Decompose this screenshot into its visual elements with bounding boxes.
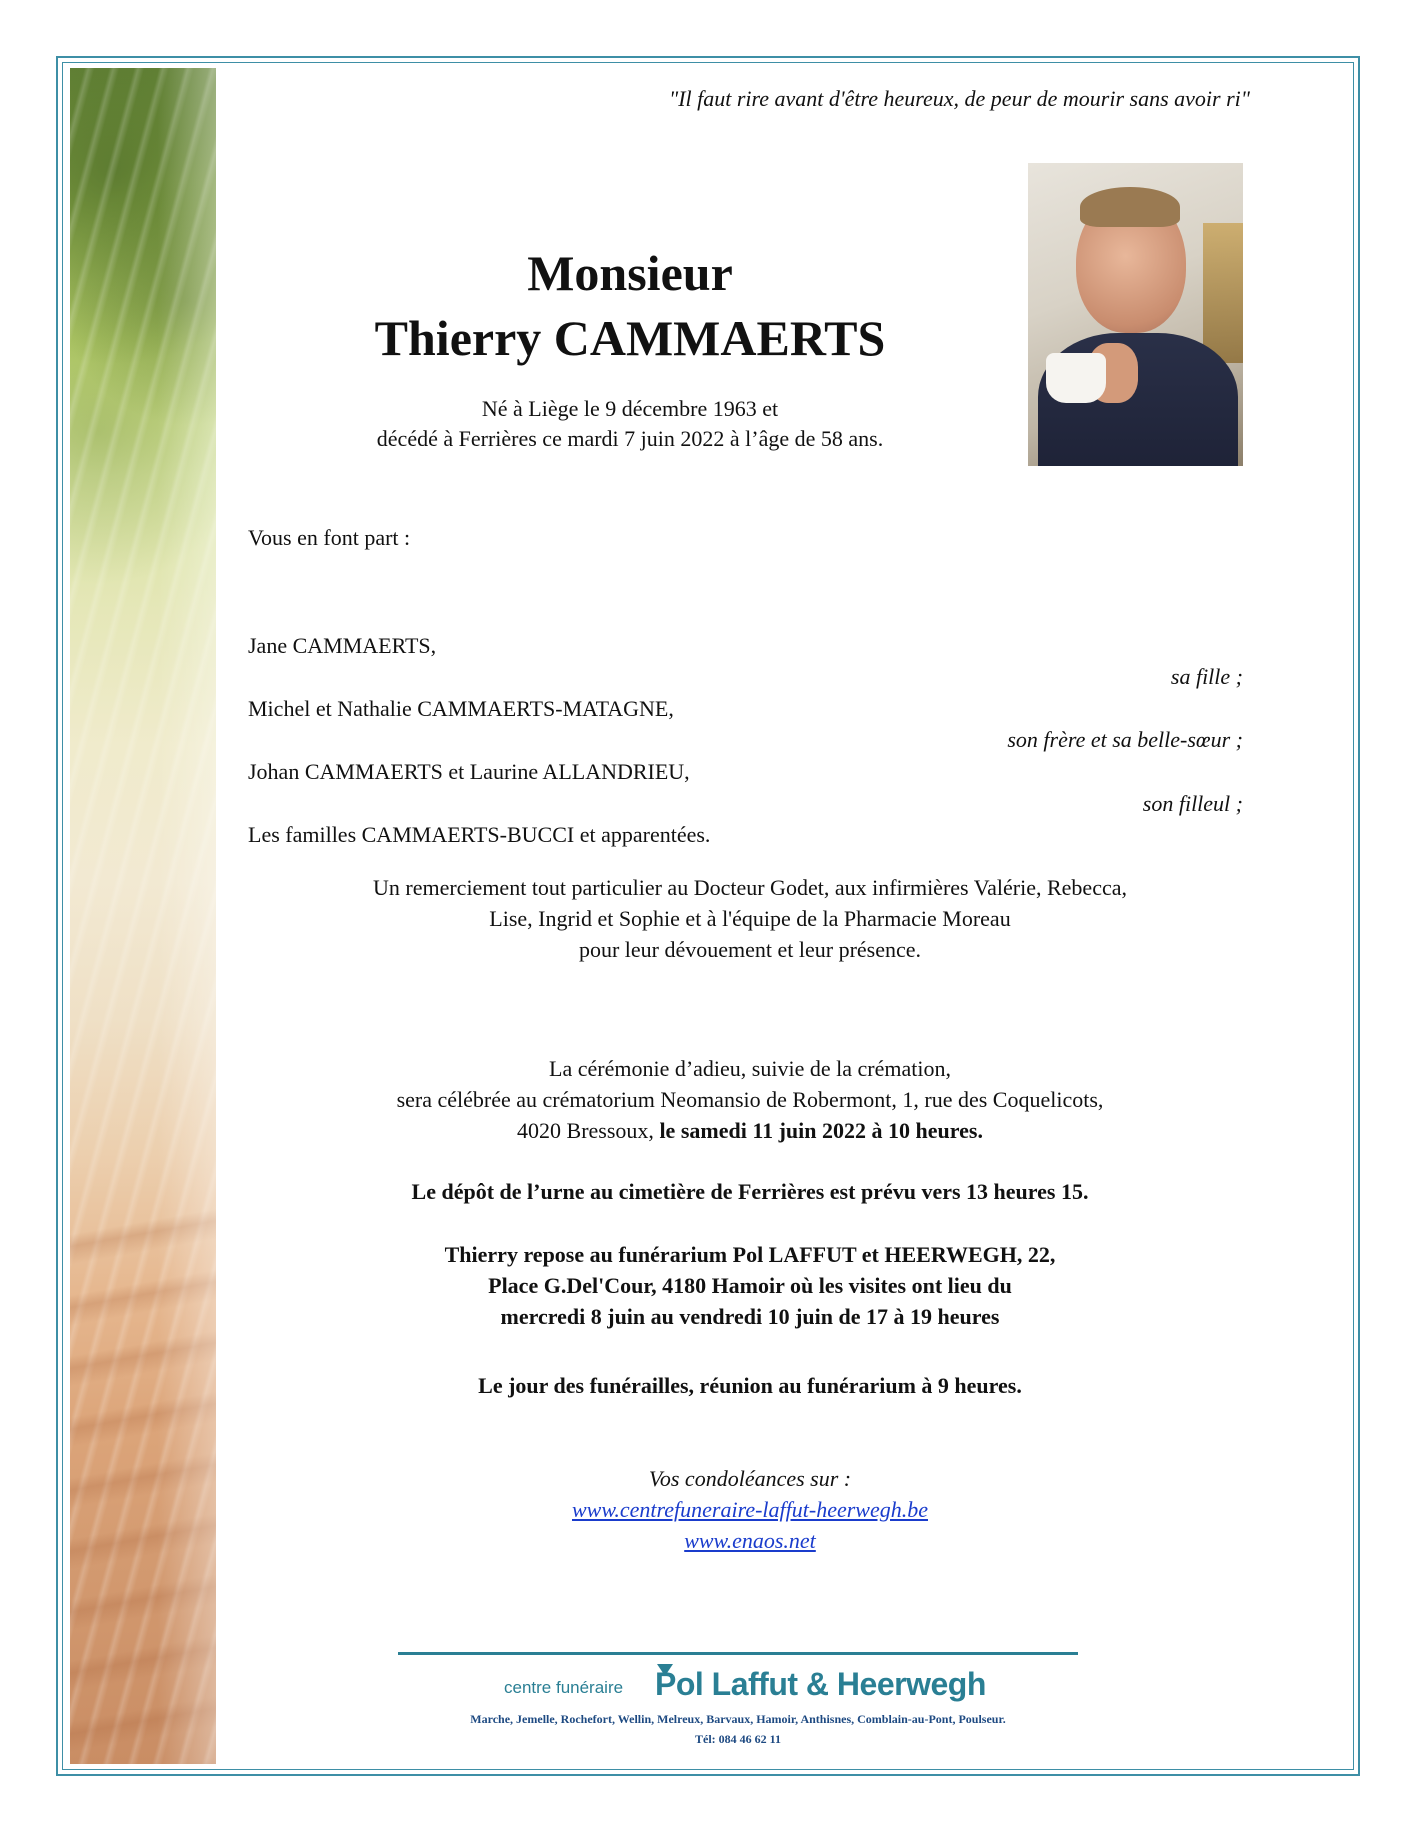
title-name: Thierry CAMMAERTS [374,310,886,366]
family-name-1: Jane CAMMAERTS, [248,633,437,658]
ceremony-date: le samedi 11 juin 2022 à 10 heures. [659,1118,983,1143]
condolences-label: Vos condoléances sur : [648,1466,852,1491]
ceremony-address: 4020 Bressoux, [517,1118,660,1143]
epigraph-quote: "Il faut rire avant d'être heureux, de peur de mourir sans avoir ri" [668,86,1250,111]
side-forest-photo [70,68,216,1764]
gathering-notice: Le jour des funérailles, réunion au funérarium à 9 heures. [478,1373,1022,1398]
announcement-intro: Vous en font part : [248,525,411,550]
birth-line: Né à Liège le 9 décembre 1963 et [481,396,779,421]
thanks-paragraph [250,872,1250,965]
family-relation-3: son filleul ; [1142,791,1243,816]
deceased-portrait [1028,163,1243,466]
portrait-hair [1080,187,1180,227]
funerarium-paragraph [250,1239,1250,1332]
footer-locations: Marche, Jemelle, Rochefort, Wellin, Melreux, Barvaux, Hamoir, Anthisnes, Comblain-au-Pont, Poulseur. [470,1712,1006,1726]
urn-deposit-notice: Le dépôt de l’urne au cimetière de Ferrières est prévu vers 13 heures 15. [411,1179,1089,1204]
death-line: décédé à Ferrières ce mardi 7 juin 2022 à l’âge de 58 ans. [376,426,884,451]
funerarium-line-2: Place G.Del'Cour, 4180 Hamoir où les visites ont lieu du [488,1273,1012,1298]
side-photo-fade [70,68,216,1764]
portrait-cup [1046,353,1106,403]
ceremony-line-1: La cérémonie d’adieu, suivie de la crémation, [549,1056,951,1081]
thanks-line-3: pour leur dévouement et leur présence. [578,937,922,962]
portrait-background-object [1203,223,1243,363]
ceremony-paragraph [250,1053,1250,1146]
footer-brand-logo: Pol Laffut & Heerwegh [655,1666,986,1702]
title-honorific: Monsieur [527,245,733,301]
family-relation-2: son frère et sa belle-sœur ; [1007,727,1243,752]
birth-death-info [250,394,1010,454]
family-relation-1: sa fille ; [1170,664,1243,689]
footer-divider [398,1652,1078,1655]
thanks-line-2: Lise, Ingrid et Sophie et à l'équipe de la Pharmacie Moreau [489,906,1011,931]
funerarium-line-3: mercredi 8 juin au vendredi 10 juin de 17 à 19 heures [500,1304,1000,1329]
footer-phone: Tél: 084 46 62 11 [695,1732,781,1746]
ceremony-line-2: sera célébrée au crématorium Neomansio de Robermont, 1, rue des Coquelicots, [396,1087,1104,1112]
condolences-block [250,1463,1250,1556]
ceremony-line-3 [250,1115,1250,1146]
funeral-home-website-link[interactable]: www.centrefuneraire-laffut-heerwegh.be [572,1497,928,1522]
family-name-4: Les familles CAMMAERTS-BUCCI et apparentées. [248,822,711,847]
enaos-website-link[interactable]: www.enaos.net [684,1528,816,1553]
family-name-2: Michel et Nathalie CAMMAERTS-MATAGNE, [248,696,674,721]
footer-prefix: centre funéraire [504,1678,624,1697]
family-name-3: Johan CAMMAERTS et Laurine ALLANDRIEU, [248,759,690,784]
funerarium-line-1: Thierry repose au funérarium Pol LAFFUT et HEERWEGH, 22, [444,1242,1056,1267]
thanks-line-1: Un remerciement tout particulier au Docteur Godet, aux infirmières Valérie, Rebecca, [373,875,1127,900]
